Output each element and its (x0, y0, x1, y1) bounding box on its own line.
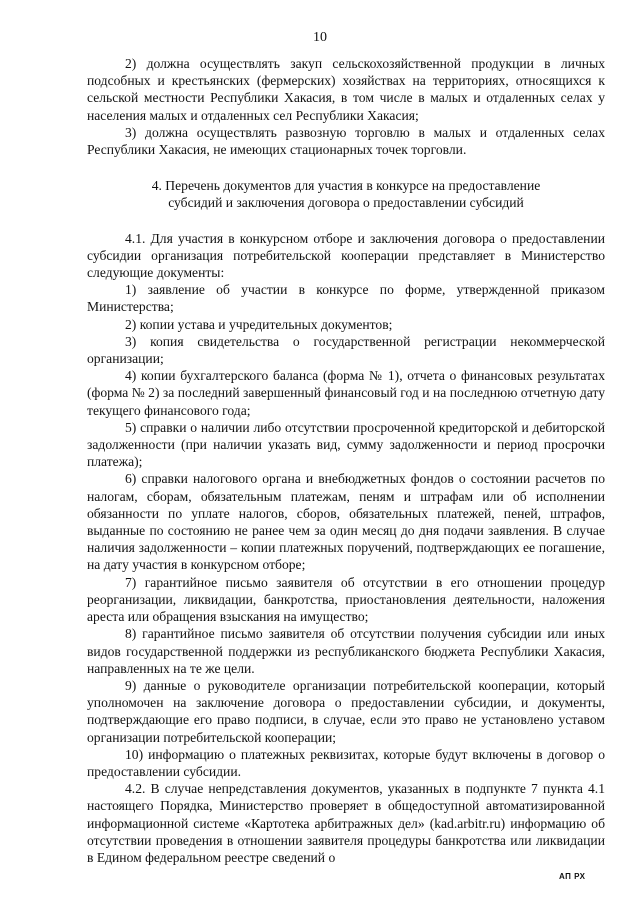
list-item-10: 10) информацию о платежных реквизитах, которые будут включены в договор о предоставлении субсидии. (87, 746, 605, 779)
list-item-1: 1) заявление об участии в конкурсе по форме, утвержденной приказом Министерства; (87, 282, 605, 315)
list-item-6: 6) справки налогового органа и внебюджетных фондов о состоянии расчетов по налогам, сборам, обязательным платежам, пеням и штрафам или об исполнении обязанности по уплате налогов, сборов, обязательных платежей, пеней, штрафов, выданные по состоянию не ранее чем за один месяц до дня подачи заявления. В случае наличия задолженности – копии платежных поручений, подтверждающих ее погашение, на дату участия в конкурсном отборе; (87, 471, 605, 573)
page-number: 10 (313, 30, 327, 45)
footer-stamp: АП РХ (559, 872, 586, 881)
list-item-9: 9) данные о руководителе организации потребительской кооперации, который уполномочен на заключение договора о предоставлении субсидии, и документы, подтверждающие его право подписи, в случае, если это право не установлено уставом организации потребительской кооперации; (87, 677, 605, 745)
paragraph-item-3: 3) должна осуществлять развозную торговлю в малых и отдаленных селах Республики Хакасия, не имеющих стационарных точек торговли. (87, 124, 605, 158)
list-item-5: 5) справки о наличии либо отсутствии просроченной кредиторской и дебиторской задолженности (при наличии указать вид, сумму задолженности и период просрочки платежа); (87, 419, 605, 470)
document-body (87, 55, 605, 866)
list-item-4: 4) копии бухгалтерского баланса (форма № 1), отчета о финансовых результатах (форма № 2) за последний завершенный финансовый год и на последнюю отчетную дату текущего финансового года; (87, 368, 605, 418)
paragraph-4-2: 4.2. В случае непредставления документов, указанных в подпункте 7 пункта 4.1 настоящего Порядка, Министерство проверяет в общедоступной автоматизированной информационной системе «Картотека арбитражных дел» (kad.arbitr.ru) информацию об отсутствии проведения в отношении заявителя процедуры банкротства или ликвидации в Едином федеральном реестре сведений о (87, 781, 605, 865)
list-item-8: 8) гарантийное письмо заявителя об отсутствии получения субсидии или иных видов государственной поддержки из республиканского бюджета Республики Хакасия, направленных на те же цели. (87, 626, 605, 676)
list-item-7: 7) гарантийное письмо заявителя об отсутствии в его отношении процедур реорганизации, ликвидации, банкротства, приостановления деятельности, наложения ареста или обращения взыскания на имущество; (87, 574, 605, 625)
list-item-3: 3) копия свидетельства о государственной регистрации некоммерческой организации; (87, 333, 605, 367)
paragraph-4-1: 4.1. Для участия в конкурсном отборе и заключения договора о предоставлении субсидии организация потребительской кооперации представляет в Министерство следующие документы: (87, 230, 605, 281)
paragraph-item-2: 2) должна осуществлять закуп сельскохозяйственной продукции в личных подсобных и крестьянских (фермерских) хозяйствах на территориях, относящихся к сельской местности Республики Хакасия, в том числе в малых и отдаленных селах у населения малых и отдаленных сел Республики Хакасия; (87, 56, 605, 123)
list-item-2: 2) копии устава и учредительных документов; (125, 316, 393, 332)
section-heading: 4. Перечень документов для участия в конкурсе на предоставление субсидий и заключения договора о предоставлении субсидий (151, 178, 541, 211)
